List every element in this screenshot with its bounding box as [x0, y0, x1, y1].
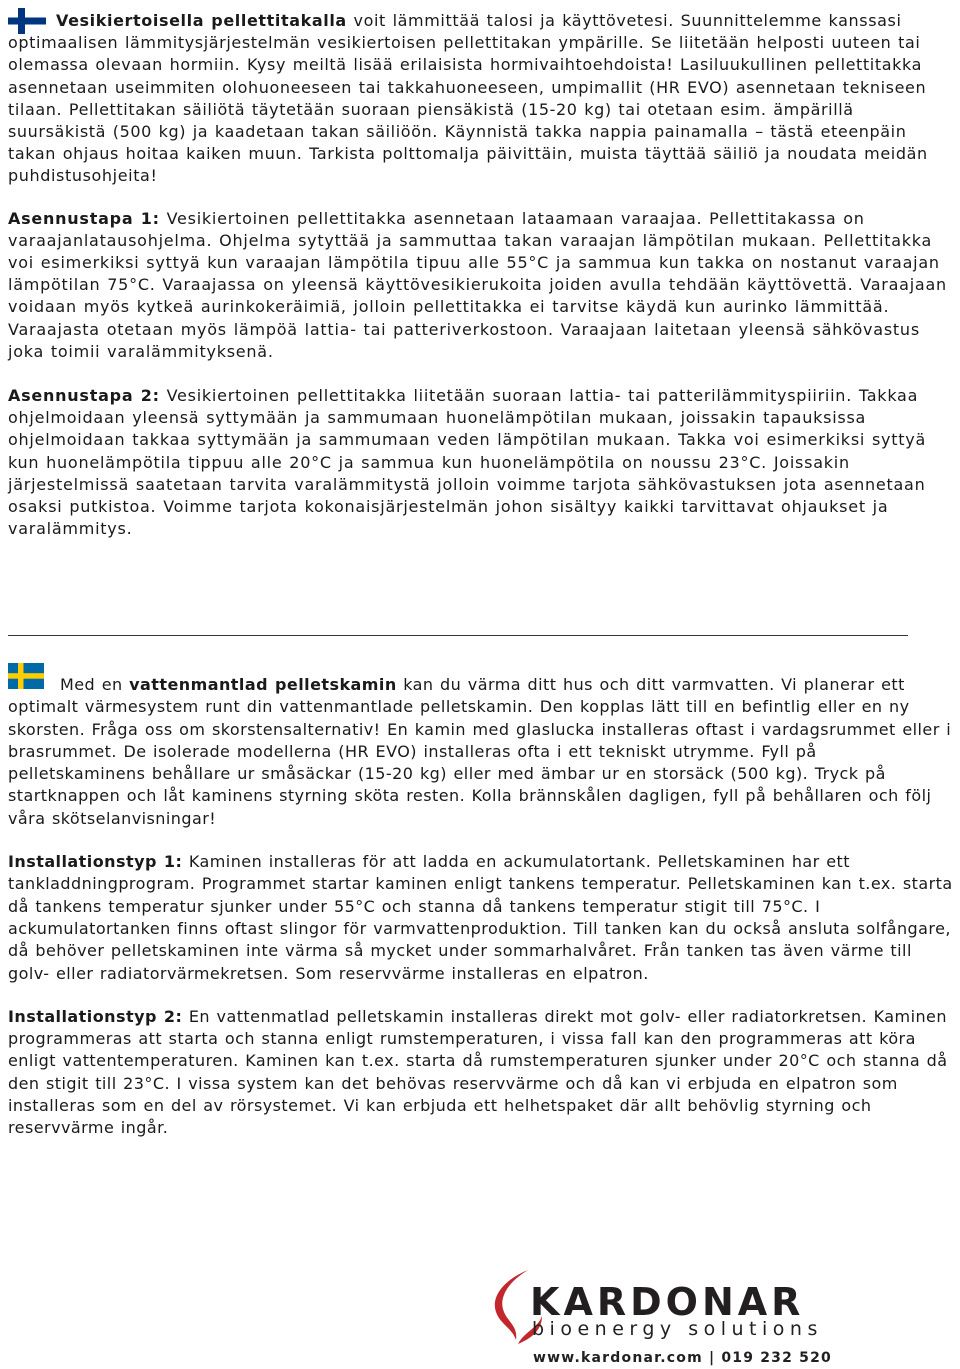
finnish-intro-lead: Vesikiertoisella pellettitakalla	[56, 11, 347, 30]
swedish-install-2-text: En vattenmatlad pelletskamin installeras direkt mot golv- eller radiatorkretsen. Kaminen programmeras att starta och stanna enligt rumstemperaturen, i vissa fall kan den programmeras att köra enligt vattentemperaturen. Kaminen kan t.ex. starta då rumstemperaturen sjunker under 20°C och stanna då den stigit till 23°C. I vissa system kan det behövas reservvärme och då kan vi erbjuda en elpatron som installeras som en del av rörsystemet. Vi kan erbjuda ett helhetspaket där allt behövlig styrning och reservvärme ingår.	[8, 1006, 948, 1138]
finnish-intro-text: voit lämmittää talosi ja käyttövetesi. Suunnittelemme kanssasi optimaalisen lämmitysjärjestelmän vesikiertoisen pellettitakan ympärille. Se liitetään helposti uuteen tai olemassa olevaan hormiin. Kysy meiltä lisää erilaisista hormivaihtoehdoista! Lasiluukullinen pellettitakka asennetaan useimmiten olohuoneeseen tai takkahuoneeseen, umpimallit (HR EVO) asennetaan tekniseen tilaan. Pellettitakan säiliötä täytetään suoraan piensäkistä (15-20 kg) tai otetaan esim. ämpärillä suursäkistä (500 kg) ja kaadetaan takan säiliöön. Käynnistä takka nappia painamalla – tästä eteenpäin takan ohjaus hoitaa kaiken muun. Tarkista polttomalja päivittäin, muista täyttää säiliö ja noudata meidän puhdistusohjeita!	[8, 11, 928, 186]
finnish-intro-paragraph	[8, 10, 953, 188]
finnish-install-1-paragraph	[8, 208, 953, 363]
swedish-section	[8, 674, 958, 1140]
swedish-install-1-lead: Installationstyp 1:	[8, 852, 183, 872]
swedish-intro-pre: Med en	[60, 675, 130, 694]
swedish-install-1-text: Kaminen installeras för att ladda en ackumulatortank. Pelletskaminen har ett tankladdningprogram. Programmet startar kaminen enligt tankens temperatur. Pelletskaminen kan t.ex. starta då tankens temperatur sjunker under 55°C och stanna då tankens temperatur stigit till 75°C. I ackumulatortanken finns oftast slingor för varmvattenproduktion. Till tanken kan du också ansluta solfångare, då behöver pelletskaminen inte värma så mycket under sommarhalvåret. Från tanken tas även värme till golv- eller radiatorvärmekretsen. Som reservvärme installeras en elpatron.	[8, 852, 953, 983]
finnish-section	[8, 10, 953, 540]
swedish-intro-lead: vattenmantlad pelletskamin	[129, 675, 397, 694]
finnish-install-1-lead: Asennustapa 1:	[8, 208, 160, 228]
contact-line: www.kardonar.com | 019 232 520	[533, 1350, 832, 1366]
finnish-install-2-lead: Asennustapa 2:	[8, 386, 160, 406]
swedish-install-2-paragraph	[8, 1006, 958, 1140]
finnish-install-1-text: Vesikiertoinen pellettitakka asennetaan lataamaan varaajaa. Pellettitakassa on varaajanlatausohjelma. Ohjelma sytyttää ja sammuttaa takan varaajan lämpötilan mukaan. Pellettitakka voi esimerkiksi syttyä kun varaajan lämpötila tipuu alle 55°C ja sammua kun takka on nostanut varaajan lämpötilan 75°C. Varaajassa on yleensä käyttövesikierukoita joiden avulla tehdään käyttövettä. Varaajaan voidaan myös kytkeä aurinkokeräimiä, jolloin pellettitakka ei tarvitse käydä kun aurinko lämmittää. Varaajasta otetaan myös lämpöä lattia- tai patteriverkostoon. Varaajaan laitetaan yleensä sähkövastus joka toimii varalämmityksenä.	[8, 208, 947, 361]
finnish-install-2-paragraph	[8, 385, 953, 540]
swedish-intro-text: kan du värma ditt hus och ditt varmvatten. Vi planerar ett optimalt värmesystem runt din vattenmantlade pelletskamin. Den kopplas lätt till en befintlig eller en ny skorsten. Fråga oss om skorstensalternativ! En kamin med glaslucka installeras oftast i vardagsrummet eller i brasrummet. De isolerade modellerna (HR EVO) installeras ofta i ett tekniskt utrymme. Fyll på pelletskaminens behållare ur småsäckar (15-20 kg) eller med ämbar ur en storsäck (500 kg). Tryck på startknappen och låt kaminens styrning sköta resten. Kolla brännskålen dagligen, fyll på behållaren och följ våra skötselanvisningar!	[8, 675, 952, 828]
swedish-install-1-paragraph	[8, 851, 958, 985]
kardonar-logo-name: KARDONAR	[530, 1280, 805, 1324]
swedish-intro-paragraph	[8, 674, 958, 830]
finnish-install-2-text: Vesikiertoinen pellettitakka liitetään suoraan lattia- tai patterilämmityspiiriin. Takkaa ohjelmoidaan yleensä syttymään ja sammumaan huonelämpötilan mukaan, joissakin tapauksissa ohjelmoidaan takkaa syttymään ja sammumaan veden lämpötilan mukaan. Takka voi esimerkiksi syttyä kun huonelämpötila tippuu alle 20°C ja sammua kun huonelämpötila on noussu 23°C. Joissakin järjestelmissä saatetaan tarvita varalämmitystä jolloin voimme tarjota sähkövastuksen jota asennetaan osaksi putkistoa. Voimme tarjota kokonaisjärjestelmän johon sisältyy kaikki tarvittavat ohjaukset ja varalämmitys.	[8, 386, 927, 539]
section-divider	[8, 635, 908, 636]
swedish-install-2-lead: Installationstyp 2:	[8, 1006, 183, 1026]
kardonar-logo-tagline: bioenergy solutions	[532, 1318, 823, 1340]
